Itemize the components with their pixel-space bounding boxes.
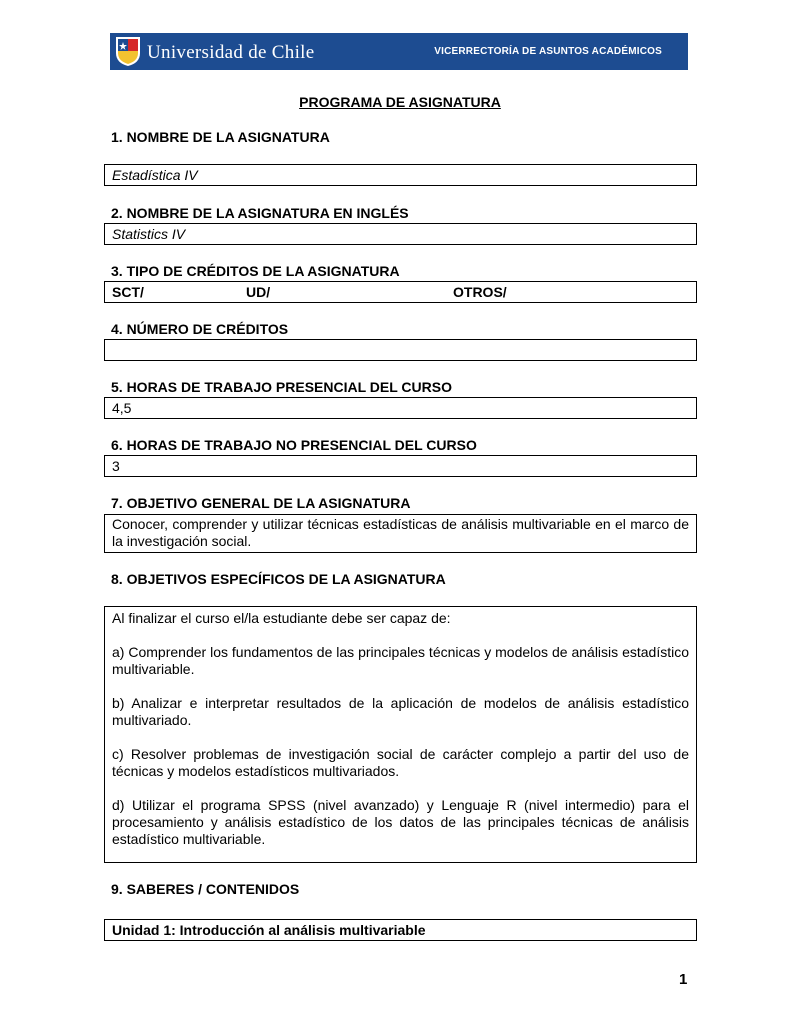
university-name: Universidad de Chile bbox=[147, 42, 315, 63]
section-9-heading: 9. SABERES / CONTENIDOS bbox=[111, 881, 300, 897]
department-name: VICERRECTORÍA DE ASUNTOS ACADÉMICOS bbox=[434, 46, 662, 57]
section-8-heading: 8. OBJETIVOS ESPECÍFICOS DE LA ASIGNATURA bbox=[111, 571, 446, 587]
header-banner bbox=[110, 33, 688, 70]
university-crest-icon bbox=[115, 36, 141, 67]
credit-number-field bbox=[104, 339, 697, 361]
credit-sct-label: SCT/ bbox=[112, 284, 144, 300]
section-5-heading: 5. HORAS DE TRABAJO PRESENCIAL DEL CURSO bbox=[111, 379, 452, 395]
document-title: PROGRAMA DE ASIGNATURA bbox=[299, 94, 501, 110]
section-2-heading: 2. NOMBRE DE LA ASIGNATURA EN INGLÉS bbox=[111, 205, 409, 221]
specific-objectives-field bbox=[104, 606, 697, 863]
objective-item: a) Comprender los fundamentos de las principales técnicas y modelos de análisis estadístico multivariable. bbox=[112, 644, 689, 677]
presential-hours-field: 4,5 bbox=[104, 397, 697, 419]
section-3-heading: 3. TIPO DE CRÉDITOS DE LA ASIGNATURA bbox=[111, 263, 400, 279]
credit-otros-label: OTROS/ bbox=[453, 284, 507, 300]
section-1-heading: 1. NOMBRE DE LA ASIGNATURA bbox=[111, 129, 330, 145]
course-name-english-field: Statistics IV bbox=[104, 223, 697, 245]
course-name-field: Estadística IV bbox=[104, 164, 697, 186]
credit-ud-label: UD/ bbox=[246, 284, 271, 300]
objective-item: b) Analizar e interpretar resultados de la aplicación de modelos de análisis estadístico multivariado. bbox=[112, 695, 689, 728]
objective-item: d) Utilizar el programa SPSS (nivel avanzado) y Lenguaje R (nivel intermedio) para el procesamiento y análisis estadístico de los datos de las principales técnicas de análisis estadístico multivariable. bbox=[112, 797, 689, 847]
credit-type-field bbox=[104, 281, 697, 303]
general-objective-field: Conocer, comprender y utilizar técnicas estadísticas de análisis multivariable en el marco de la investigación social. bbox=[104, 514, 697, 553]
section-4-heading: 4. NÚMERO DE CRÉDITOS bbox=[111, 321, 289, 337]
page-number: 1 bbox=[679, 971, 688, 988]
non-presential-hours-field: 3 bbox=[104, 455, 697, 477]
section-6-heading: 6. HORAS DE TRABAJO NO PRESENCIAL DEL CURSO bbox=[111, 437, 477, 453]
section-7-heading: 7. OBJETIVO GENERAL DE LA ASIGNATURA bbox=[111, 495, 411, 511]
objective-item: c) Resolver problemas de investigación social de carácter complejo a partir del uso de técnicas y modelos estadísticos multivariados. bbox=[112, 746, 689, 779]
objectives-intro: Al finalizar el curso el/la estudiante debe ser capaz de: bbox=[112, 610, 451, 626]
unit-1-row: Unidad 1: Introducción al análisis multivariable bbox=[104, 919, 697, 941]
